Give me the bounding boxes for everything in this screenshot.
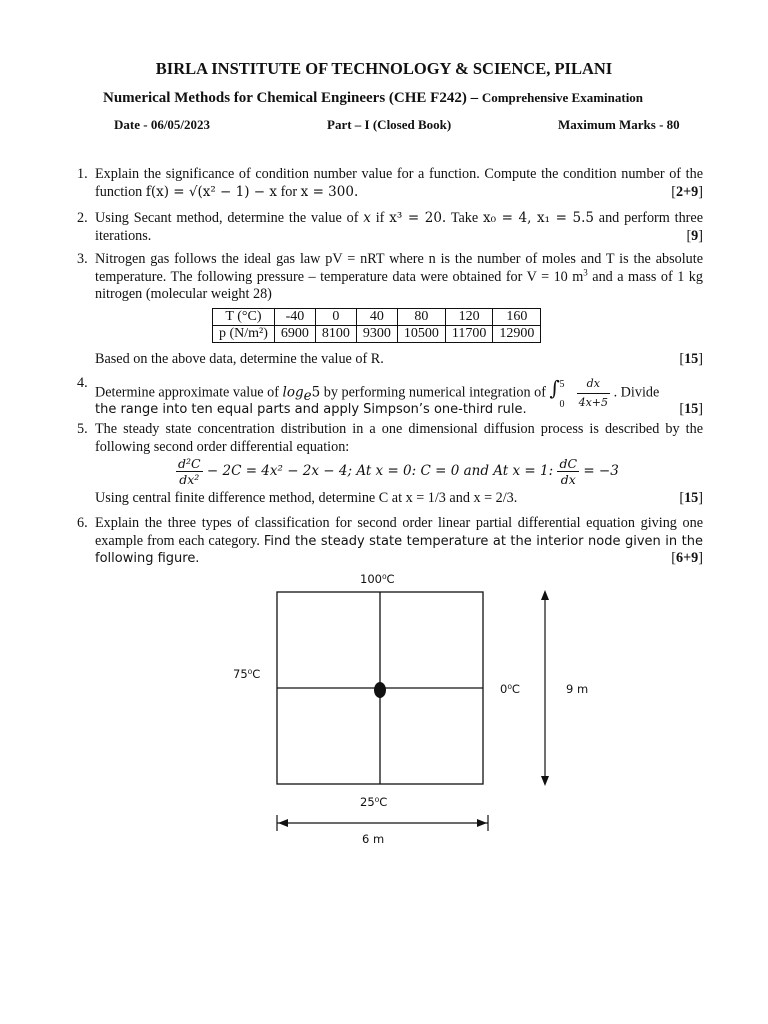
question-text: Explain the significance of condition number value for a function. Compute the condition number of the function bbox=[95, 166, 703, 200]
institute-title: BIRLA INSTITUTE OF TECHNOLOGY & SCIENCE, PILANI bbox=[155, 59, 613, 78]
marks-value: 15 bbox=[684, 490, 699, 506]
exam-name: Comprehensive Examination bbox=[481, 90, 644, 105]
function-expression: f(x) = √(x² − 1) − x bbox=[145, 183, 278, 200]
table-cell: -40 bbox=[274, 309, 315, 326]
arrow-left-icon bbox=[278, 819, 288, 827]
question-number: 5. bbox=[77, 421, 88, 437]
question-text: for bbox=[277, 183, 301, 200]
table-cell: 80 bbox=[397, 309, 445, 326]
equation: x³ = 20. bbox=[389, 210, 447, 226]
question-text: Explain the three types of classification for second order linear partial differential equation giving one example from each category. bbox=[95, 515, 703, 549]
marks: [9] bbox=[686, 227, 703, 244]
question-number: 4. bbox=[77, 375, 88, 391]
top-boundary-temperature: 100⁰C bbox=[360, 572, 395, 586]
question-text: Based on the above data, determine the value of R. bbox=[95, 351, 384, 367]
question-number: 2. bbox=[77, 210, 88, 226]
marks: [15] bbox=[679, 351, 703, 367]
table-cell: 40 bbox=[356, 309, 397, 326]
question-text: Determine approximate value of bbox=[95, 384, 283, 401]
fraction-denominator: dx bbox=[560, 472, 576, 487]
bottom-boundary-temperature: 25⁰C bbox=[360, 795, 388, 809]
course-name: Numerical Methods for Chemical Engineers (CHE F242) bbox=[103, 90, 467, 106]
arrow-down-icon bbox=[541, 776, 549, 786]
initial-values: x₀ = 4, x₁ = 5.5 bbox=[483, 210, 594, 226]
question-text: The steady state concentration distribution in a one dimensional diffusion process is described by the following second order differential equation: bbox=[95, 421, 703, 455]
question-text: and a mass of 1 kg nitrogen (molecular weight 28) bbox=[95, 268, 703, 302]
question-text: . Divide bbox=[613, 384, 660, 401]
question-number: 1. bbox=[77, 166, 88, 182]
log-base: e bbox=[303, 388, 312, 405]
exam-date: Date - 06/05/2023 bbox=[114, 117, 211, 132]
marks-value: 15 bbox=[684, 401, 699, 417]
question-text: Using Secant method, determine the value of bbox=[95, 210, 364, 226]
marks-value: 9 bbox=[691, 227, 699, 244]
right-boundary-temperature: 0⁰C bbox=[500, 682, 520, 696]
interior-node bbox=[374, 682, 386, 698]
question-text: and perform three iterations. bbox=[95, 210, 703, 244]
marks-value: 6+9 bbox=[675, 550, 699, 566]
table-cell: 0 bbox=[315, 309, 356, 326]
height-dimension-label: 9 m bbox=[566, 682, 589, 696]
arrow-right-icon bbox=[477, 819, 487, 827]
table-cell: 160 bbox=[493, 309, 541, 326]
marks: [6+9] bbox=[671, 550, 703, 566]
question-text: Take bbox=[446, 210, 484, 226]
question-text: Using central finite difference method, determine C at x = 1/3 and x = 2/3. bbox=[95, 490, 518, 506]
fraction-numerator: dx bbox=[577, 375, 610, 394]
integral-upper-limit: 5 bbox=[559, 379, 565, 390]
fraction-numerator: dC bbox=[559, 456, 578, 471]
arrow-up-icon bbox=[541, 590, 549, 600]
equation-body: = −3 bbox=[583, 463, 619, 479]
log-argument: 5 bbox=[311, 384, 321, 401]
marks: [15] bbox=[679, 490, 703, 506]
question-number: 6. bbox=[77, 515, 88, 531]
marks: [2+9] bbox=[671, 183, 703, 200]
equation-body: − 2C = 4x² − 2x − 4; At x = 0: C = 0 and At x = 1: bbox=[206, 463, 558, 479]
table-cell: 9300 bbox=[356, 326, 397, 343]
row-label: T (°C) bbox=[213, 309, 275, 326]
integral-sign-icon: ∫ bbox=[549, 376, 560, 400]
exam-part: Part – I (Closed Book) bbox=[327, 117, 452, 132]
fraction-denominator: dx² bbox=[179, 472, 200, 487]
max-marks: Maximum Marks - 80 bbox=[558, 117, 680, 132]
table-cell: 6900 bbox=[274, 326, 315, 343]
log-symbol: log bbox=[282, 384, 304, 401]
table-cell: 12900 bbox=[493, 326, 541, 343]
marks-value: 2+9 bbox=[675, 183, 699, 200]
left-boundary-temperature: 75⁰C bbox=[233, 667, 261, 681]
table-cell: 10500 bbox=[397, 326, 445, 343]
width-dimension-label: 6 m bbox=[362, 832, 385, 846]
table-cell: 8100 bbox=[315, 326, 356, 343]
question-text: Find the steady state temperature at the interior node given in the following figure. bbox=[95, 533, 704, 566]
marks: [15] bbox=[679, 401, 703, 417]
table-cell: 11700 bbox=[445, 326, 492, 343]
question-text: if bbox=[370, 210, 390, 226]
row-label: p (N/m²) bbox=[213, 326, 275, 343]
marks-value: 15 bbox=[684, 351, 699, 367]
question-number: 3. bbox=[77, 251, 88, 267]
question-text: the range into ten equal parts and apply Simpson’s one-third rule. bbox=[95, 402, 527, 417]
integral-lower-limit: 0 bbox=[559, 399, 565, 410]
superscript: 3 bbox=[583, 266, 588, 277]
exam-separator: – bbox=[466, 90, 482, 106]
fraction-numerator: d²C bbox=[178, 456, 201, 471]
question-text: Nitrogen gas follows the ideal gas law pV = nRT where n is the number of moles and T is the absolute temperature. The following pressure – temperature data were obtained for V = 10 m bbox=[95, 251, 703, 285]
fraction-denominator: 4x+5 bbox=[578, 395, 609, 409]
question-text: by performing numerical integration of bbox=[320, 384, 550, 401]
variable-x: x bbox=[363, 210, 371, 226]
table-cell: 120 bbox=[445, 309, 492, 326]
x-value: x = 300. bbox=[300, 183, 359, 200]
